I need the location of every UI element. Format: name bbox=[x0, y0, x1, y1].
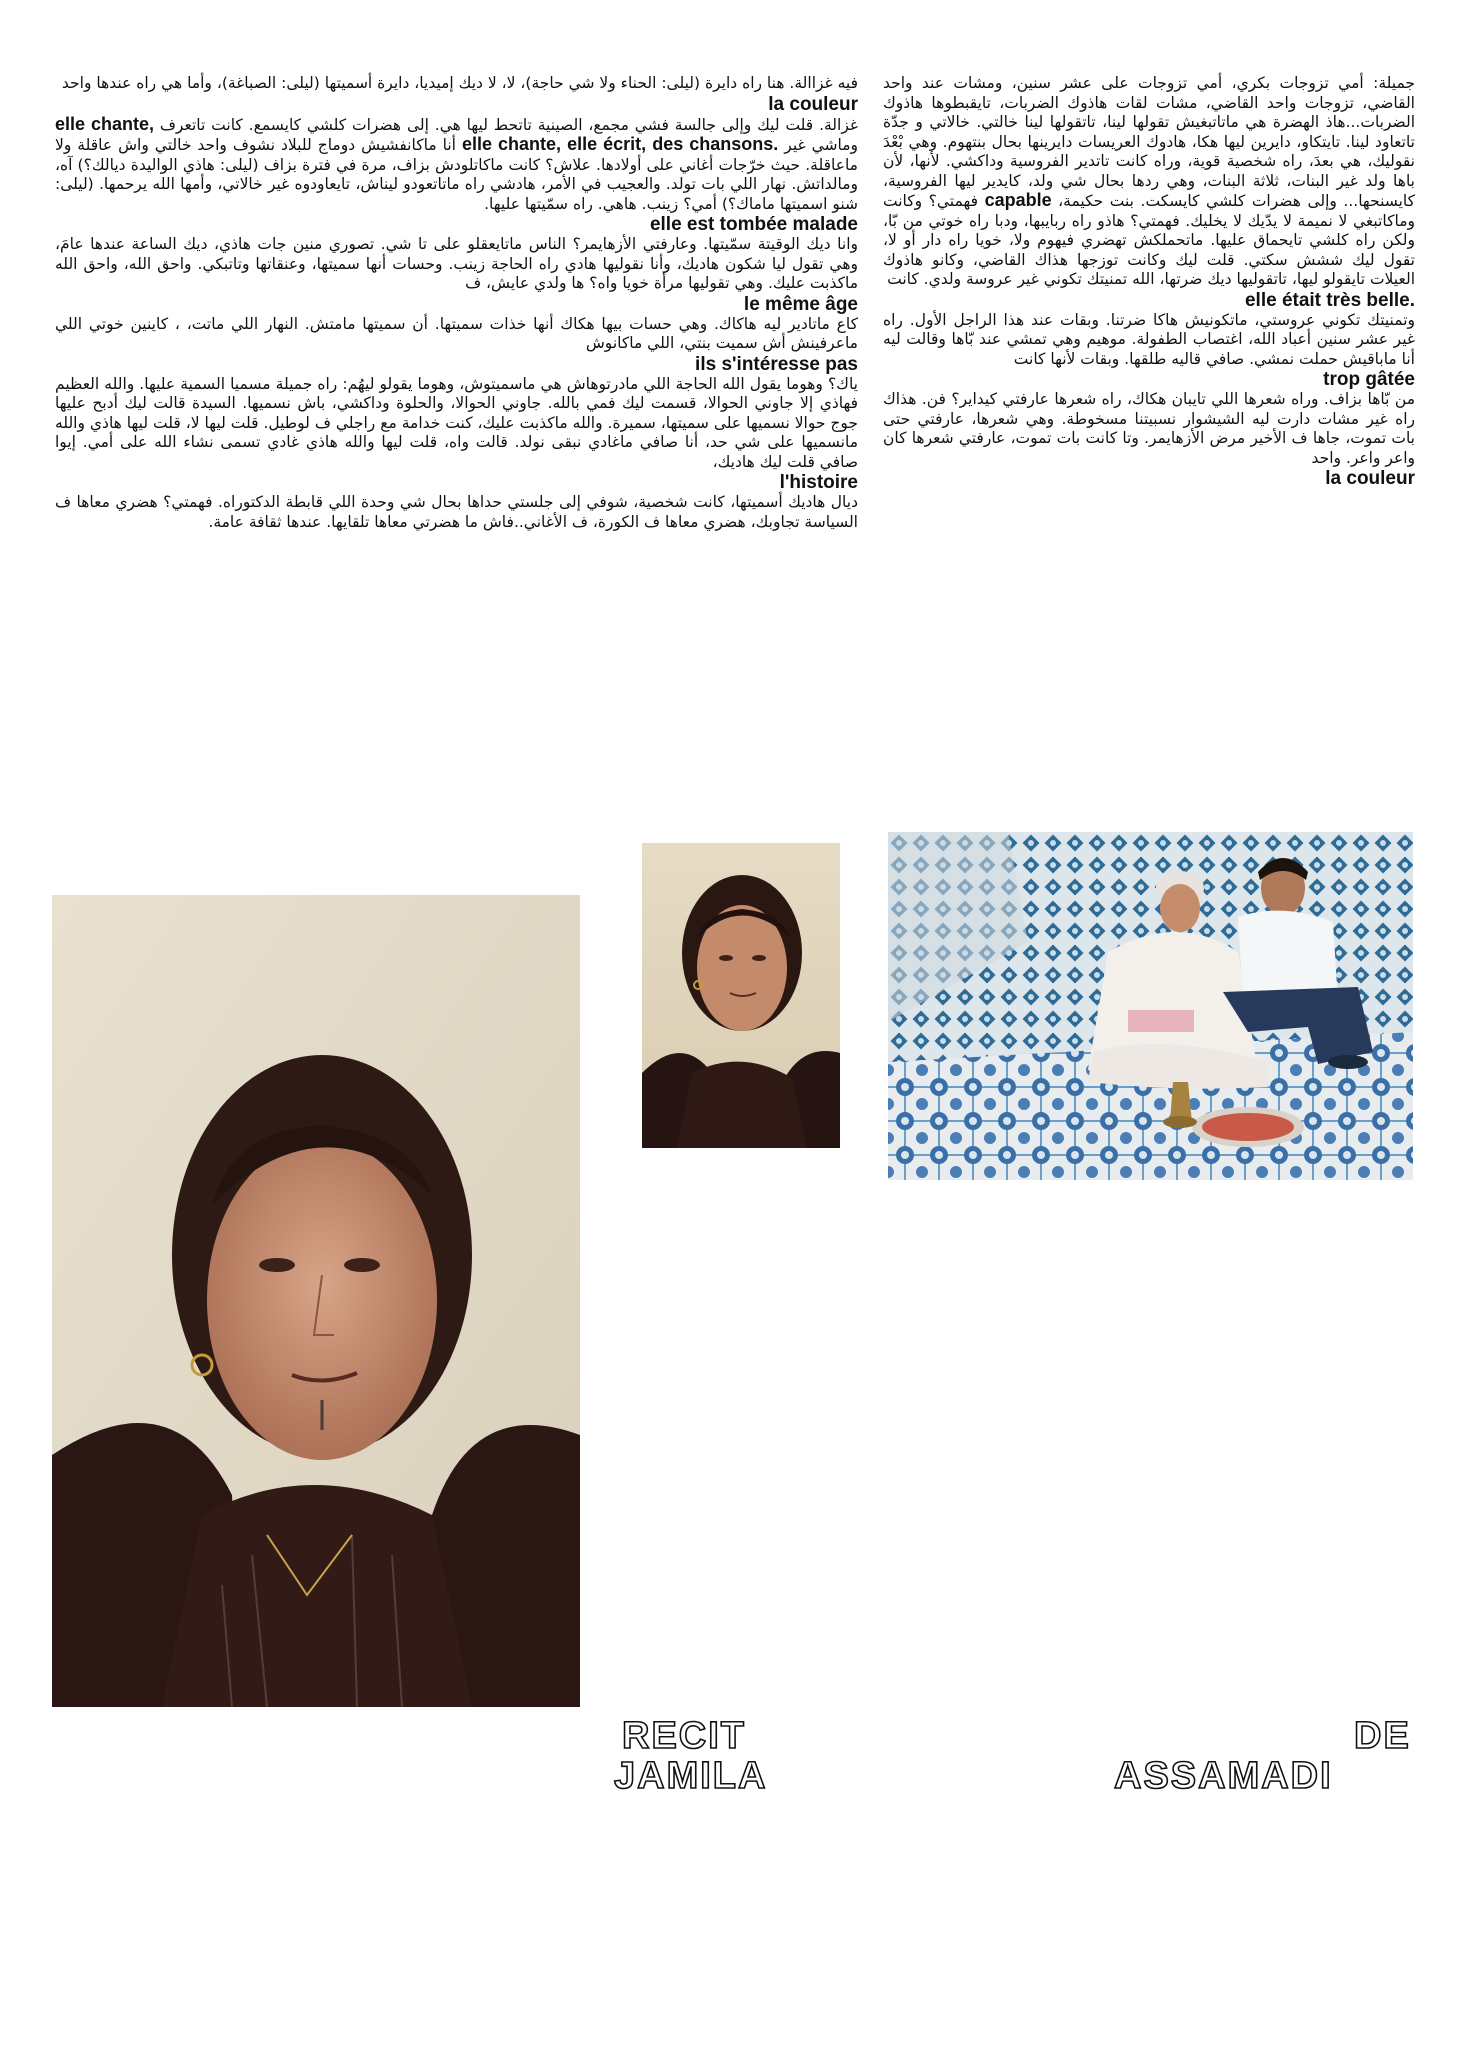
text-column-left bbox=[55, 74, 858, 532]
french-label: ils s'intéresse pas bbox=[695, 353, 858, 375]
paragraph: كاع ماتادير ليه هاكاك. وهي حسات بيها هكاك أنها خذات سميتها. أن سميتها مامتش. النهار اللي ماتت، ، كاينين خوتي اللي ماعرفينش أش سميت بنتي، اللي ماكانوش bbox=[55, 314, 858, 352]
paragraph: غزالة. قلت ليك وإلى جالسة فشي مجمع، الصينية تاتحط ليها هي. إلى هضرات كلشي كايسمع. كانت تاتعرف elle chante, وماشي غير elle chante, elle écrit, des chansons. أنا ماكانفشيش دوماج للبلاد نشوف واحد خالتي واش عاقلة ولا ماعاقلة. حيث خرّجات أغاني على أولادها. علاش؟ كانت ماكاتلودش بزاف، مرة في فترة بزاف (ليلى: هاذي الواليدة ديالك؟) آه، ومالداتش. نهار اللي بات تولد. والعجيب في الأمر، هادشي راه ماتاتعودو ليناش، تايعاودوه غير خالاتي، وأمها الله يرحمها. (ليلى: شنو اسميتها ماماك؟) أمي؟ زينب. هاهي. راه سمّيتها عليها. bbox=[55, 113, 859, 213]
inline-french-term: elle chante, bbox=[55, 113, 154, 134]
portrait-photo-small bbox=[642, 843, 840, 1148]
french-label: la couleur bbox=[1325, 468, 1415, 489]
title-word-assamadi: ASSAMADI bbox=[1114, 1755, 1333, 1797]
paragraph: ياك؟ وهوما يقول الله الحاجة اللي مادرتوهاش هي ماسميتوش، وهوما يقولو ليهُم: راه جميلة مسميا السمية عليها. والله العظيم فهاذي إلا جاوني الحوالا، قسمت ليك فمي بالله. جاوني الحوالا، والحلوة وداكشي، باش نسميها. السيدة قالت ليك أدبح عليها جوج حوالا نسميها على سميتها، سميرة. والله ماكذبت عليك، كنت خدامة مع راجلي ف لوطيل. قلت ليها لا، قلت ليها هاذي والله مانسميها على شي حد، أنا صافي ماغادي نبقى نولد. قالت واه، قلت ليها والله هاذي غادي تسمى نشاء الله على أمي. إيوا صافي قلت ليك هاديك، bbox=[55, 374, 858, 471]
paragraph: ديال هاديك أسميتها، كانت شخصية، شوفي إلى جلستي حداها بحال شي وحدة اللي قابطة الدكتوراه. فهمتي؟ هضري معاها ف السياسة تجاوبك، هضري معاها ف الكورة، ف الأغاني..فاش ما هضرتي معاها تلقايها. عندها ثقافة عامة. bbox=[55, 493, 858, 531]
title-word-de: DE bbox=[1354, 1715, 1411, 1757]
french-label: trop gâtée bbox=[1323, 369, 1415, 390]
paragraph: وتمنيتك تكوني عروستي، ماتكونيش هاكا ضرتنا. وبقات عند هذا الراجل الأول. راه غير عشر سنين أعباد الله، اغتصاب الطفولة. موهيم وهي تمشي عند بّاها وقالت ليه أنا ماباقيش حملت نمشي. صافي قاليه طلقها. وبقات لأنها كانت bbox=[883, 310, 1415, 368]
paragraph: وانا ديك الوقيتة سمّيتها. وعارفتي الأزهايمر؟ الناس ماتايعقلو على تا شي. تصوري منين جات هاذي، ديك الساعة عندها عامَ، وهي تقول ليا شكون هاديك، وأنا نقوليها هادي راه الحاجة زينب. وحسات أنها سميتها، وعنقاتها وتاتبكي. واحق الله، واحق الله ماكذبت عليك. وهي تقوليها مرأة خويا واه؟ ها ولدي عايش، ف bbox=[55, 235, 858, 292]
title-word-jamila: JAMILA bbox=[614, 1755, 768, 1797]
family-photo-tiles bbox=[888, 832, 1413, 1180]
paragraph: جميلة: أمي تزوجات بكري، أمي تزوجات على عشر سنين، ومشات عند واحد القاضي، تزوجات واحد القاضي، مشات لقات هاذوك الضربات، تايقبطوها هاذوك الضربات...هاذ الهضرة هي ماتاتبغيش تقولها لينا، تاتقولها لينا خالتي. خالاتي و جدّة تاتعاود لينا. تايتكاو، دايرين ليها هكا، هادوك العريسات دايرينها بحال بنتهوم. وهي بْعْدَ نقوليك، هي بعدَ، راه شخصية قوية، وراه كانت تاتدير الفروسية وداكشي. لأنها، لأن باها ولد غير البنات، ثلاثة البنات، وهي ردها بحال شي ولد، كايدير ليها الفروسية، كايسنحها... وإلى هضرات كلشي كايسكت. بنت حكيمة، capable فهمتي؟ وكانت وماكاتبغي لا نميمة لا يدّيك لا يخليك. فهمتي؟ هاذو راه ربايبها، ودبا راه خوتي من بّا، ولكن راه كلشي تايحماق عليها. ماتحملكش تهضري فيهوم ولا، خويا راه دار أو لا، تقول ليك ششش سكتي. قلت ليك وكانت توزجها هذاك القاضي، وكانو هاذوك العيلات تايقولو ليها، تاتقوليها ديك ضرتها، الله تمنيتك تكوني غير عروسة ولدي. كانت bbox=[883, 74, 1415, 288]
inline-french-term: capable bbox=[984, 190, 1052, 210]
french-label: la couleur bbox=[768, 93, 858, 115]
french-label: elle était très belle. bbox=[1244, 289, 1415, 311]
french-label: l'histoire bbox=[779, 472, 858, 493]
paragraph: فيه غزاالة. هنا راه دايرة (ليلى: الحناء ولا شي حاجة)، لا، لا ديك إميديا، دايرة أسميتها (ليلى: الصباغة)، وأما هي راه عندها واحد bbox=[61, 74, 858, 92]
inline-french-term: elle chante, elle écrit, des chansons. bbox=[461, 134, 779, 154]
portrait-photo-large bbox=[52, 895, 580, 1707]
french-label: le même âge bbox=[743, 293, 858, 315]
paragraph: من بّاها بزاف. وراه شعرها اللي تايبان هكاك، راه شعرها عارفتي كيداير؟ فن. هذاك راه غير مشات دارت ليه الشيشوار نسبيتنا مسخوطة. وهي شعرها، عارفتي حتى بات تموت، جاها ف الأخير مرض الأزهايمر. وتا كانت بات تموت، عارفتي شعرها كان واعر واعر. واحد bbox=[883, 390, 1415, 467]
text-column-right bbox=[883, 74, 1415, 489]
title-word-recit: RECIT bbox=[622, 1715, 746, 1757]
french-label: elle est tombée malade bbox=[649, 214, 858, 235]
